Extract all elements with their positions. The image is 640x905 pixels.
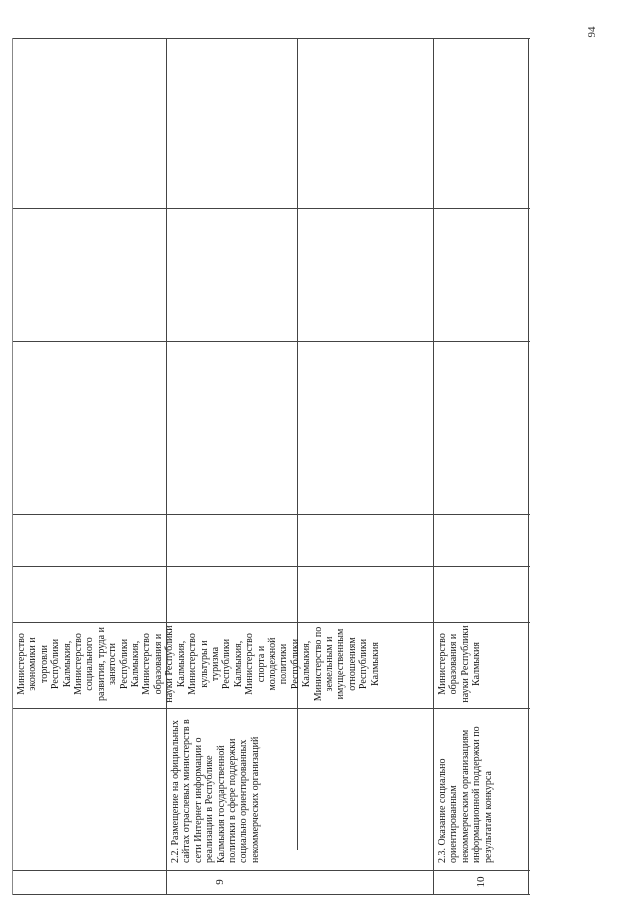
faint-column-line	[12, 38, 13, 895]
table-top-border	[12, 38, 530, 39]
column-separator-7	[12, 870, 530, 871]
row-divider	[433, 38, 434, 895]
row-10-activity: 2.3. Оказание социально ориентированным некоммерческим организациям информационной поддержки по результатам конкурса	[437, 726, 494, 863]
row-10-executors: Министерство образования и науки Республики Калмыкия	[437, 625, 483, 703]
page-number: 94	[586, 26, 598, 38]
column-separator-5	[12, 622, 530, 623]
column-separator-2	[12, 341, 530, 342]
column-divider-activity	[297, 38, 298, 850]
row-number-10: 10	[475, 876, 487, 888]
table-right-edge	[528, 38, 529, 895]
column-separator-3	[12, 514, 530, 515]
column-separator-6	[12, 708, 530, 709]
column-separator-4	[12, 566, 530, 567]
column-divider-number	[166, 38, 167, 895]
row-9-activity: 2.2. Размещение на официальных сайтах отраслевых министерств в сети Интернет информации о реализации в Республике Калмыкия государственной политики в сфере поддержки социально ориентированных некоммерческих организаций	[170, 719, 261, 863]
row-number-9: 9	[214, 879, 226, 885]
table-bottom-border	[12, 894, 530, 895]
column-separator-1	[12, 208, 530, 209]
row-9-executors: Министерство экономики и торговли Республики Калмыкия, Министерство социального развития, труда и занятости Республики Калмыкия, Министерство образования и науки Республики Калмыкия, Министерство культуры и туризма Республики Калмыкия, Министерство спорта и молодежной политики Республики Калмыкия, Министерство по земельным и имущественным отношениям Республики Калмыкия	[16, 625, 381, 703]
